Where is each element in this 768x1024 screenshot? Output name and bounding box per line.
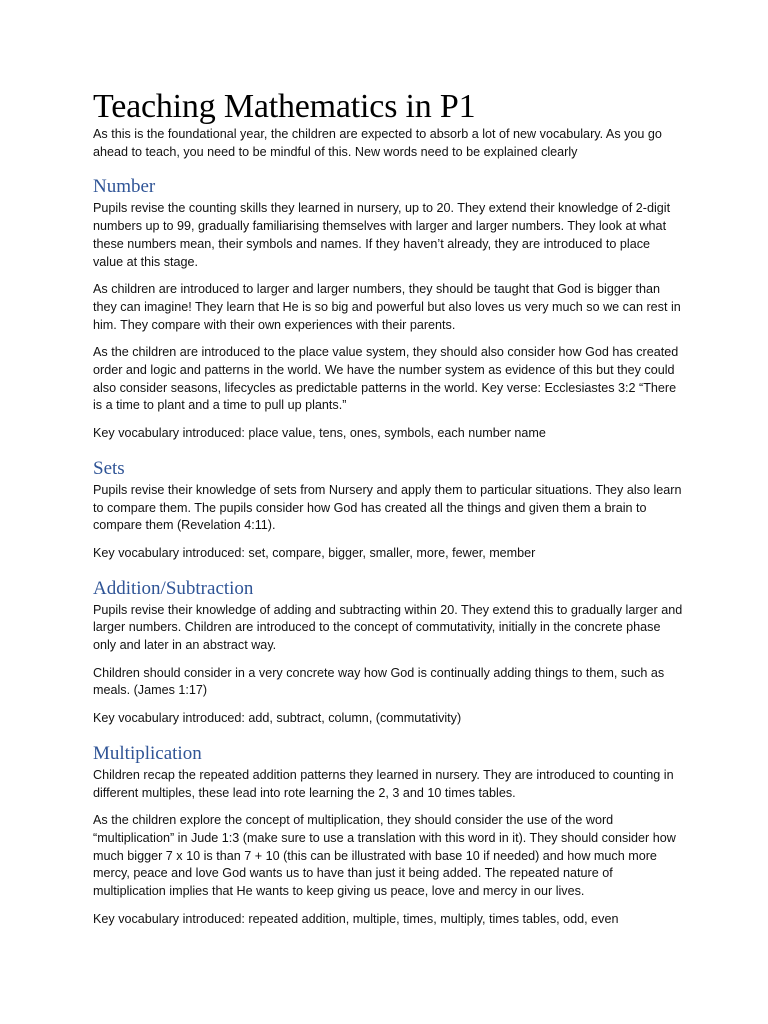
section-addition-subtraction	[93, 578, 683, 728]
key-vocabulary: Key vocabulary introduced: set, compare, bigger, smaller, more, fewer, member	[93, 545, 536, 560]
section-heading: Number	[93, 176, 156, 198]
section-paragraph: Pupils revise their knowledge of adding and subtracting within 20. They extend this to gradually larger and larger numbers. Children are introduced to the concept of commutativity, initially in the concrete phase only and later in an abstract way.	[93, 602, 683, 653]
section-paragraph: Children recap the repeated addition patterns they learned in nursery. They are introduced to counting in different multiples, these lead into rote learning the 2, 3 and 10 times tables.	[93, 767, 674, 800]
intro-paragraph: As this is the foundational year, the children are expected to absorb a lot of new vocabulary. As you go ahead to teach, you need to be mindful of this. New words need to be explained clearly	[93, 127, 662, 159]
section-paragraph: Pupils revise their knowledge of sets from Nursery and apply them to particular situations. They also learn to compare them. The pupils consider how God has created all the things and given them a brain to compare them (Revelation 4:11).	[93, 482, 682, 533]
section-paragraph: As the children are introduced to the place value system, they should also consider how God has created order and logic and patterns in the world. We have the number system as evidence of this but they could also consider seasons, lifecycles as predictable patterns in the world. Key verse: Ecclesiastes 3:2 “There is a time to plant and a time to pull up plants.”	[93, 345, 679, 413]
section-multiplication	[93, 743, 683, 929]
section-sets	[93, 458, 683, 563]
section-paragraph: As the children explore the concept of multiplication, they should consider the use of the word “multiplication” in Jude 1:3 (make sure to use a translation with this word in it). They should consider how much bigger 7 x 10 is than 7 + 10 (this can be illustrated with base 10 if needed) and how much more mercy, peace and love God wants us to have than just it being added. The repeated nature of multiplication implies that He wants to keep giving us peace, love and mercy in our lives.	[93, 813, 676, 899]
section-paragraph: Pupils revise the counting skills they learned in nursery, up to 20. They extend their knowledge of 2-digit numbers up to 99, gradually familiarising themselves with larger and larger numbers. They look at what these numbers mean, their symbols and names. If they haven’t already, they are introduced to place value at this stage.	[93, 201, 671, 269]
key-vocabulary: Key vocabulary introduced: repeated addition, multiple, times, multiply, times tables, odd, even	[93, 911, 619, 926]
section-heading: Addition/Subtraction	[93, 577, 254, 599]
document-title: Teaching Mathematics in P1	[93, 88, 476, 125]
section-paragraph: As children are introduced to larger and larger numbers, they should be taught that God is bigger than they can imagine! They learn that He is so big and powerful but also loves us very much so we can rest in him. They compare with their own experiences with their parents.	[93, 282, 681, 332]
key-vocabulary: Key vocabulary introduced: add, subtract, column, (commutativity)	[93, 711, 462, 726]
key-vocabulary: Key vocabulary introduced: place value, tens, ones, symbols, each number name	[93, 426, 546, 441]
section-heading: Sets	[93, 457, 125, 479]
section-heading: Multiplication	[93, 742, 202, 764]
section-number	[93, 176, 683, 442]
section-paragraph: Children should consider in a very concrete way how God is continually adding things to them, such as meals. (James 1:17)	[93, 665, 665, 698]
document-page	[93, 88, 683, 939]
